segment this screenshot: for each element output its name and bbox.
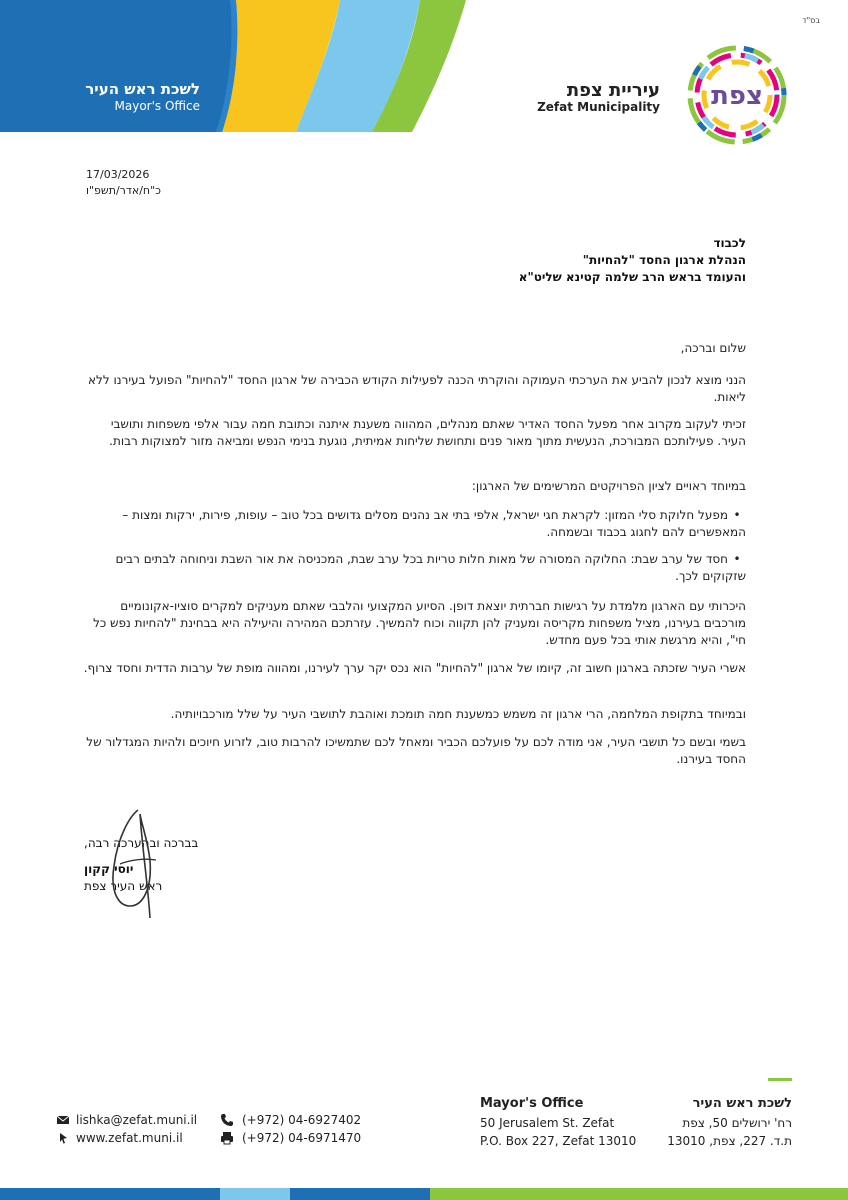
footer-phone: (+972) 04-6927402 <box>242 1113 362 1127</box>
municipality-name-hebrew: עיריית צפת <box>566 80 660 101</box>
cursor-icon <box>56 1131 70 1145</box>
paragraph-2: זכיתי לעקוב מקרוב אחר מפעל החסד האדיר שאתם מנהלים, המהווה משענת איתנה וכתובת חמה עבור אלפי משפחות ותושבי העיר. פעילותכם המבורכת, הנעשית מתוך מאור פנים ותחושת שליחות אמיתית, נוגעת בנימי הנפש ומביאה מזור למצוקות רבות. <box>109 417 746 448</box>
municipality-name-english: Zefat Municipality <box>537 100 660 114</box>
projects-intro: במיוחד ראויים לציון הפרויקטים המרשימים של הארגון: <box>471 479 746 493</box>
paragraph-5: ובמיוחד בתקופת המלחמה, הרי ארגון זה משמש כמשענת חמה תומכת ואוהבת לתושבי העיר על שלל מורכבויותיה. <box>170 707 746 721</box>
bullet-icon: • <box>733 552 741 566</box>
printer-icon <box>220 1131 234 1145</box>
signer-title: ראש העיר צפת <box>84 879 163 893</box>
date-hebrew: כ"ח/אדר/תשפ"ו <box>86 184 161 197</box>
paragraph-4: אשרי העיר שזכתה בארגון חשוב זה, קיומו של ארגון "להחיות" הוא נכס יקר ערך לעירנו, ומהווה מופת של ערבות הדדית וחסד צרוף. <box>83 661 746 675</box>
handwritten-signature <box>100 806 170 926</box>
addressee-salutation: לכבוד <box>713 236 746 250</box>
paragraph-6: בשמי ובשם כל תושבי העיר, אני מודה לכם על פועלכם הכביר ומאחל לכם שתמשיכו להרבות טוב, לזרוע חיוכים ולהיות המגדלור של החסד בעירנו. <box>86 735 746 766</box>
footer-accent-line <box>768 1078 792 1081</box>
header-mayor-office-english: Mayor's Office <box>114 99 200 113</box>
footer-pobox-hebrew: ת.ד. 227, צפת, 13010 <box>667 1134 792 1148</box>
zefat-logo <box>686 44 788 146</box>
footer-pobox-english: P.O. Box 227, Zefat 13010 <box>480 1134 637 1148</box>
signer-name: יוסי קקון <box>84 862 134 876</box>
paragraph-3: היכרותי עם הארגון מלמדת על רגישות חברתית יוצאת דופן. הסיוע המקצועי והלבבי שאתם מעניקים למקרים סוציו-אקונומיים מורכבים בעירנו, מציל משפחות מקריסה ומעניק להן תקווה וכוח להמשיך. עזרתכם המהירה והיעילה היא בבחינת "להחיות נפש כל חי", והיא מרגשת אותי בכל פעם מחדש. <box>93 599 746 647</box>
footer-fax: (+972) 04-6971470 <box>242 1131 362 1145</box>
addressee-line-1: הנהלת ארגון החסד "להחיות" <box>582 253 746 267</box>
footer-office-title-hebrew: לשכת ראש העיר <box>692 1096 792 1111</box>
list-item-text: מפעל חלוקת סלי המזון: לקראת חגי ישראל, אלפי בתי אב נהנים מסלים גדושים בכל טוב – עופות, פירות, ירקות ומצות – המאפשרים להם לחגוג בכבוד ובשמחה. <box>122 508 746 539</box>
footer-office-title-english: Mayor's Office <box>480 1096 584 1111</box>
footer-street-hebrew: רח' ירושלים 50, צפת <box>682 1116 792 1130</box>
list-item <box>82 507 746 541</box>
svg-text:צפת: צפת <box>711 81 763 111</box>
footer-website-link[interactable]: www.zefat.muni.il <box>76 1131 183 1145</box>
footer-color-band <box>0 1188 848 1200</box>
footer-email-link[interactable]: lishka@zefat.muni.il <box>76 1113 198 1127</box>
list-item <box>82 551 746 585</box>
envelope-icon <box>56 1113 70 1127</box>
addressee-line-2: והעומד בראש הרב שלמה קטינא שליט"א <box>518 270 746 284</box>
bullet-icon: • <box>733 508 741 522</box>
footer-street-english: 50 Jerusalem St. Zefat <box>480 1116 615 1130</box>
header-mayor-office-hebrew: לשכת ראש העיר <box>85 80 200 98</box>
greeting: שלום וברכה, <box>680 341 746 355</box>
date-gregorian: 17/03/2026 <box>86 168 150 181</box>
list-item-text: חסד של ערב שבת: החלוקה המסורה של מאות חלות טריות בכל ערב שבת, המכניסה את אור השבת וניחוחה לבתים רבים שזקוקים לכך. <box>115 552 746 583</box>
signature-blessing: בברכה ובהערכה רבה, <box>84 836 199 850</box>
phone-icon <box>220 1113 234 1127</box>
bsd-mark: בס"ד <box>802 16 820 25</box>
paragraph-1: הנני מוצא לנכון להביע את הערכתי העמוקה והוקרתי הכנה לפעילות הקודש הכבירה של ארגון החסד "להחיות" הפועל בעירנו ללא ליאות. <box>88 373 746 404</box>
